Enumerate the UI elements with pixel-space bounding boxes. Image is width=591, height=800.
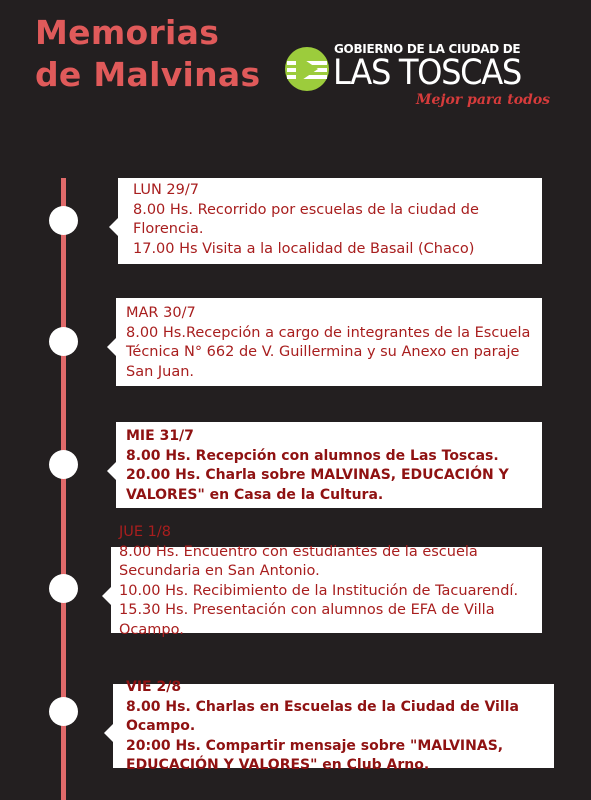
event-line: 17.00 Hs Visita a la localidad de Basail (Chaco) [133, 240, 475, 257]
event-text-mar [126, 304, 536, 382]
event-line: 10.00 Hs. Recibimiento de la Institución de Tacuarendí. [119, 582, 519, 599]
timeline-dot [49, 574, 78, 603]
timeline-dot [49, 697, 78, 726]
page-title-line-1: Memorias [35, 13, 220, 52]
event-day: VIE 2/8 [126, 679, 182, 695]
event-day: LUN 29/7 [133, 182, 199, 198]
timeline-dot [49, 206, 78, 235]
event-text-vie [126, 678, 546, 776]
municipality-logo [284, 40, 551, 116]
page-title-line-2: de Malvinas [35, 55, 261, 94]
event-day: MAR 30/7 [126, 305, 196, 321]
logo-main-text: LAS TOSCAS [333, 53, 521, 93]
event-line: 8.00 Hs. Recorrido por escuelas de la ciudad de Florencia. [133, 201, 484, 237]
event-line: 8.00 Hs. Charlas en Escuelas de la Ciudad de Villa Ocampo. [126, 698, 524, 734]
page-title [35, 12, 260, 96]
event-line: 8.00 Hs. Recepción con alumnos de Las Toscas. [126, 447, 499, 464]
event-line: 20:00 Hs. Compartir mensaje sobre "MALVINAS, EDUCACIÓN Y VALORES" en Club Arno. [126, 737, 508, 773]
event-day: JUE 1/8 [119, 524, 171, 540]
event-text-mie [126, 427, 536, 505]
logo-slogan: Mejor para todos [416, 92, 551, 108]
event-text-lun [133, 181, 533, 259]
event-line: 20.00 Hs. Charla sobre MALVINAS, EDUCACIÓN Y VALORES" en Casa de la Cultura. [126, 467, 514, 503]
event-line: 15.30 Hs. Presentación con alumnos de EFA de Villa Ocampo. [119, 602, 500, 638]
timeline-dot [49, 327, 78, 356]
event-text-jue [119, 523, 539, 640]
logo-top-text: GOBIERNO DE LA CIUDAD DE [334, 42, 521, 56]
logo-mark-icon [284, 46, 330, 92]
event-line: 8.00 Hs. Encuentro con estudiantes de la escuela Secundaria en San Antonio. [119, 543, 483, 579]
event-line: 8.00 Hs.Recepción a cargo de integrantes de la Escuela Técnica N° 662 de V. Guillermina y su Anexo en paraje San Juan. [126, 324, 535, 380]
timeline-dot [49, 450, 78, 479]
event-day: MIE 31/7 [126, 428, 194, 444]
